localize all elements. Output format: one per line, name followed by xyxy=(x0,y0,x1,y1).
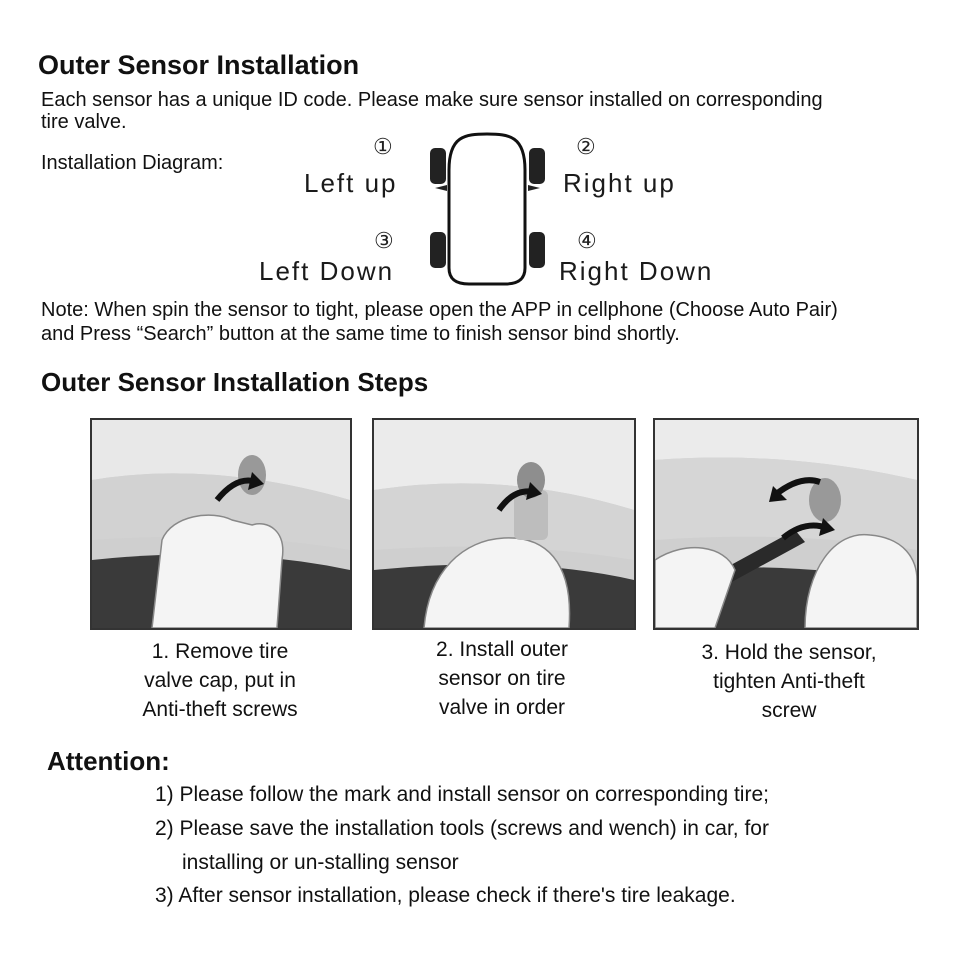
tire-rear-right xyxy=(529,232,545,268)
position-number-1: ① xyxy=(373,134,393,159)
section-title-installation: Outer Sensor Installation xyxy=(38,50,360,80)
step-2-caption-line-3: valve in order xyxy=(438,696,566,719)
attention-item-3: 3) After sensor installation, please check if there's tire leakage. xyxy=(155,884,736,907)
intro-line-1: Each sensor has a unique ID code. Please make sure sensor installed on corresponding xyxy=(41,89,823,111)
position-label-left-down: Left Down xyxy=(259,256,395,286)
tire-front-right xyxy=(529,148,545,184)
car-top-view-icon xyxy=(425,128,550,286)
section-title-steps: Outer Sensor Installation Steps xyxy=(41,367,429,397)
step-2-caption xyxy=(372,635,632,722)
position-label-left-up: Left up xyxy=(304,168,398,198)
step-1-caption-line-2: valve cap, put in xyxy=(144,669,296,692)
tire-front-left xyxy=(430,148,446,184)
step-3-caption-line-1: 3. Hold the sensor, xyxy=(701,641,877,664)
position-number-3: ③ xyxy=(374,228,394,253)
step-3-caption-line-2: tighten Anti-theft xyxy=(713,670,865,693)
car-diagram xyxy=(425,128,550,286)
step-1-caption-line-1: 1. Remove tire xyxy=(151,640,289,663)
step-3-photo xyxy=(653,418,919,630)
position-label-right-down: Right Down xyxy=(559,256,714,286)
position-number-4: ④ xyxy=(577,228,597,253)
position-label-right-up: Right up xyxy=(563,168,676,198)
position-number-2: ② xyxy=(576,134,596,159)
step-3-caption xyxy=(653,638,925,725)
intro-line-2: tire valve. xyxy=(41,111,127,133)
note-line-2: and Press “Search” button at the same time to finish sensor bind shortly. xyxy=(41,323,680,345)
step-1-caption xyxy=(90,637,350,724)
attention-title: Attention: xyxy=(47,746,170,776)
step-1-caption-line-3: Anti-theft screws xyxy=(142,698,298,721)
step-2-caption-line-2: sensor on tire xyxy=(438,667,566,690)
step-1-photo xyxy=(90,418,352,630)
step-2-photo xyxy=(372,418,636,630)
attention-item-1: 1) Please follow the mark and install sensor on corresponding tire; xyxy=(155,783,769,806)
step-3-caption-line-3: screw xyxy=(761,699,817,722)
step-2-caption-line-1: 2. Install outer xyxy=(436,638,568,661)
diagram-label: Installation Diagram: xyxy=(41,152,224,174)
tire-rear-left xyxy=(430,232,446,268)
note-line-1: Note: When spin the sensor to tight, please open the APP in cellphone (Choose Auto Pair) xyxy=(41,299,838,321)
attention-item-2: 2) Please save the installation tools (screws and wench) in car, for xyxy=(155,817,769,840)
attention-item-2-continued: installing or un-stalling sensor xyxy=(182,851,459,874)
